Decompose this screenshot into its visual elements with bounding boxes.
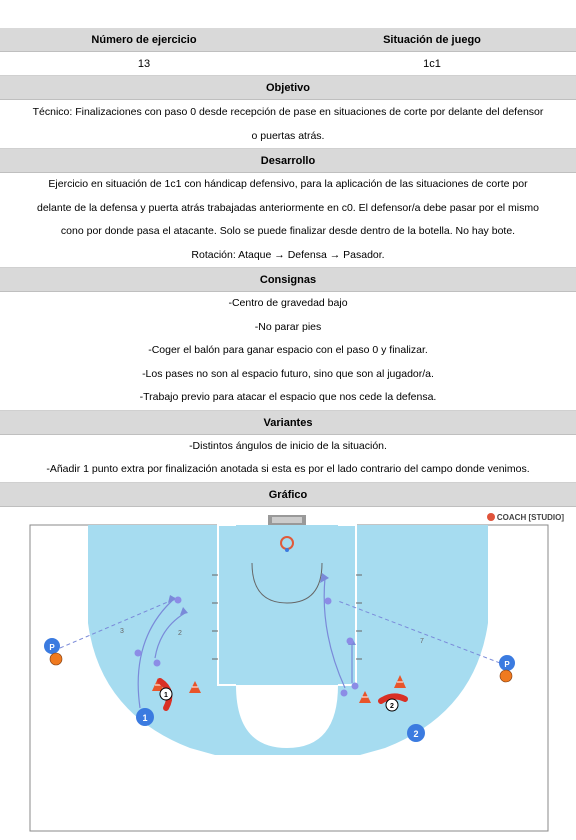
game-situation-label: Situación de juego — [383, 34, 481, 46]
court-diagram — [0, 503, 576, 837]
game-situation-value: 1c1 — [423, 58, 441, 70]
player-label: 1 — [142, 713, 148, 723]
desarrollo-line: Rotación: Ataque → Defensa → Pasador. — [191, 248, 385, 261]
desarrollo-line: Ejercicio en situación de 1c1 con hándicap defensivo, para la aplicación de las situaciones de corte por — [48, 178, 528, 190]
consignas-section — [0, 292, 576, 411]
path-label: 7 — [420, 638, 424, 645]
consigna-line: -No parar pies — [254, 320, 322, 333]
ball-icon — [500, 670, 512, 682]
header-row — [0, 28, 576, 52]
backboard-inner — [272, 517, 302, 523]
desarrollo-title: Desarrollo — [0, 149, 576, 173]
consigna-line: -Los pases no son al espacio futuro, sino que son al jugador/a. — [142, 367, 434, 380]
player-label: P — [504, 660, 510, 669]
objetivo-title: Objetivo — [0, 76, 576, 100]
variantes-section — [0, 435, 576, 483]
desarrollo-line: delante de la defensa y puerta atrás trabajadas anteriormente en c0. El defensor/a debe pasar por el mismo — [37, 201, 539, 214]
hoop-marker — [285, 548, 289, 552]
variante-line: -Añadir 1 punto extra por finalización anotada si esta es por el lado contrario del campo donde venimos. — [46, 463, 530, 475]
variantes-title: Variantes — [0, 411, 576, 435]
consigna-line: -Centro de gravedad bajo — [228, 297, 348, 309]
defender-label: 1 — [164, 692, 168, 699]
brand-logo: COACH [STUDIO] — [487, 513, 564, 522]
player-2 — [407, 724, 425, 742]
variante-line: -Distintos ángulos de inicio de la situación. — [189, 439, 387, 452]
consigna-line: -Coger el balón para ganar espacio con el paso 0 y finalizar. — [148, 344, 428, 356]
consigna-line: -Trabajo previo para atacar el espacio que nos cede la defensa. — [139, 391, 437, 403]
player-1 — [136, 708, 154, 726]
grafico-title: Gráfico — [0, 483, 576, 507]
exercise-number-value: 13 — [137, 58, 151, 70]
court-svg — [0, 503, 576, 837]
player-label: 2 — [413, 729, 419, 739]
objetivo-section — [0, 100, 576, 149]
header-values-row — [0, 52, 576, 76]
path-label: 2 — [178, 630, 182, 637]
desarrollo-line: cono por donde pasa el atacante. Solo se puede finalizar desde dentro de la botella. No hay bote. — [60, 225, 516, 237]
player-label: P — [49, 643, 55, 652]
path-label: 3 — [120, 628, 124, 635]
consignas-title: Consignas — [0, 268, 576, 292]
desarrollo-section — [0, 173, 576, 268]
ball-icon — [50, 653, 62, 665]
defender-label: 2 — [390, 703, 394, 710]
objetivo-line: Técnico: Finalizaciones con paso 0 desde recepción de pase en situaciones de corte por delante del defensor — [32, 106, 544, 118]
exercise-number-label: Número de ejercicio — [91, 34, 197, 46]
objetivo-line: o puertas atrás. — [251, 130, 325, 142]
